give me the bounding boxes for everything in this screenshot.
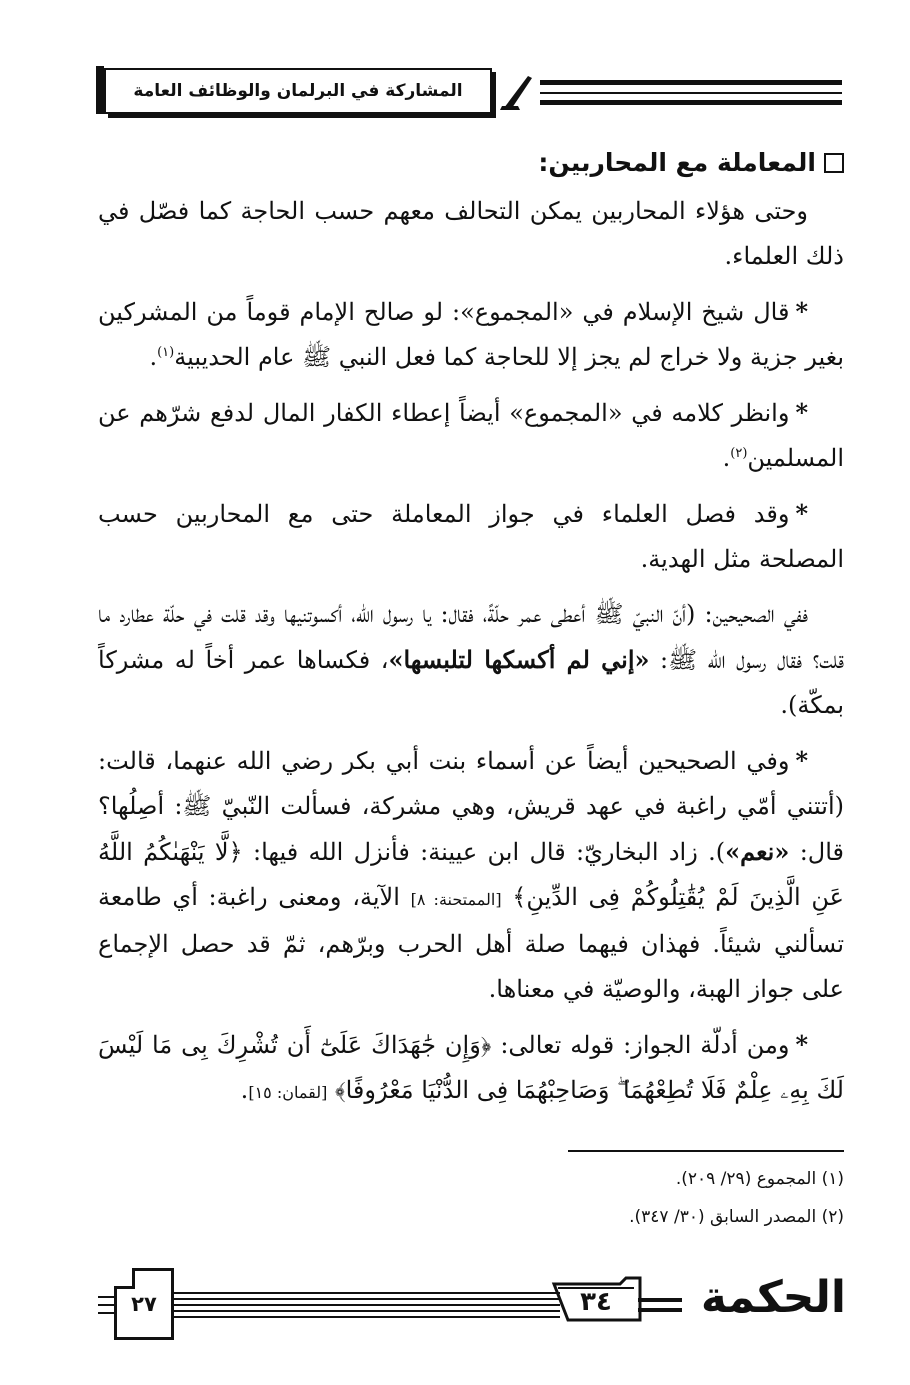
asterisk-bullet: *	[795, 1030, 808, 1059]
footer-rule	[174, 1316, 560, 1318]
issue-number: ٣٤	[580, 1287, 612, 1317]
paragraph: *وفي الصحيحين أيضاً عن أسماء بنت أبي بكر رضي الله عنهما، قالت: (أتتني أمّي راغبة في عهد قريش، وهي مشركة، فسألت النّبيّ ﷺ: أصِلُها؟ قال: «نعم»). زاد البخاريّ: قال ابن عيينة: فأنزل الله فيها: ﴿لَّا يَنْهَىٰكُمُ اللَّهُ عَنِ الَّذِينَ لَمْ يُقَٰتِلُوكُمْ فِى الدِّينِ﴾ [الممتحنة: ٨] الآية، ومعنى راغبة: أي طامعة تسألني شيئاً. فهذان فيهما صلة أهل الحرب وبرّهم، ثمّ قد حصل الإجماع على جواز الهبة، والوصيّة في معناها.	[98, 746, 845, 1003]
verse-reference: [الممتحنة: ٨]	[410, 890, 502, 909]
page-number-box	[114, 1268, 174, 1340]
header-rule	[540, 80, 842, 85]
header-rule	[540, 100, 842, 105]
verse-reference: [لقمان: ١٥]	[248, 1083, 328, 1102]
footnote-separator	[568, 1150, 844, 1152]
header-rule	[540, 92, 842, 94]
footer-rule	[174, 1292, 560, 1294]
running-header-title: المشاركة في البرلمان والوظائف العامة	[133, 81, 463, 101]
running-header-box	[104, 68, 492, 114]
footer-rule	[174, 1304, 560, 1306]
asterisk-bullet: *	[795, 499, 808, 528]
footer-rule	[638, 1308, 682, 1312]
footnote-2: (٢) المصدر السابق (٣٠/ ٣٤٧).	[629, 1207, 844, 1227]
magazine-logo: الحكمة	[700, 1272, 846, 1323]
paragraph: وحتى هؤلاء المحاربين يمكن التحالف معهم حسب الحاجة كما فصّل في ذلك العلماء.	[98, 197, 844, 270]
paragraph: *وقد فصل العلماء في جواز المعاملة حتى مع المحاربين حسب المصلحة مثل الهدية.	[98, 499, 844, 573]
article-body	[98, 140, 844, 1125]
hadith-quote: «نعم»	[725, 837, 790, 866]
footer-rule	[174, 1310, 560, 1312]
footnote-ref[interactable]: (٢)	[730, 446, 748, 461]
footer-rule	[638, 1298, 682, 1302]
paragraph: *وانظر كلامه في «المجموع» أيضاً إعطاء الكفار المال لدفع شرّهم عن المسلمين$^{(٢)}$.	[98, 398, 844, 472]
paragraph: *قال شيخ الإسلام في «المجموع»: لو صالح الإمام قوماً من المشركين بغير جزية ولا خراج لم يجز إلا للحاجة كما فعل النبي ﷺ عام الحديبية$^{(١)}$.	[98, 297, 844, 371]
paragraph: ففي الصحيحين: (أنّ النبيّ ﷺ أعطى عمر حلّةً، فقال: يا رسول الله، أكسوتنيها وقد قلت في حلّة عطارد ما قلت؟ فقال رسول الله ﷺ: «إني لم أكسكها لتلبسها»، فكساها عمر أخاً له مشركاً بمكّة).	[98, 600, 844, 719]
footnote-ref[interactable]: (١)	[157, 345, 175, 360]
paragraph: *ومن أدلّة الجواز: قوله تعالى: ﴿وَإِن جَٰهَدَاكَ عَلَىٰٓ أَن تُشْرِكَ بِى مَا لَيْسَ لَكَ بِهِۦ عِلْمٌ فَلَا تُطِعْهُمَا ۖ وَصَاحِبْهُمَا فِى الدُّنْيَا مَعْرُوفًا﴾ [لقمان: ١٥].	[98, 1030, 844, 1104]
footer-rule	[174, 1298, 560, 1300]
quill-icon	[498, 72, 536, 112]
asterisk-bullet: *	[795, 398, 809, 427]
section-heading: المعاملة مع المحاربين:	[98, 140, 844, 185]
page-number: ٢٧	[131, 1292, 157, 1316]
footnote-1: (١) المجموع (٢٩/ ٢٠٩).	[675, 1169, 844, 1189]
hadith-quote: «إني لم أكسكها لتلبسها»	[388, 645, 650, 674]
asterisk-bullet: *	[795, 297, 808, 326]
asterisk-bullet: *	[795, 746, 808, 775]
checkbox-bullet-icon	[824, 153, 844, 173]
